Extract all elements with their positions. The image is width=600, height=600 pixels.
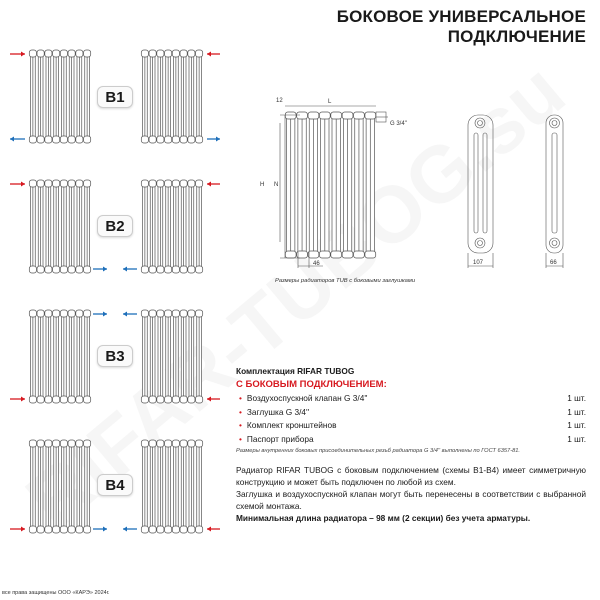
kit-item-name: Паспорт прибора [246, 433, 314, 444]
title-line-2: ПОДКЛЮЧЕНИЕ [447, 27, 586, 46]
kit-item-name: Заглушка G 3/4'' [246, 406, 310, 417]
return-arrow-icon [123, 267, 137, 272]
kit-item-qty: 1 шт. [567, 393, 586, 403]
supply-arrow-icon [10, 397, 25, 402]
dimension-drawing [240, 90, 600, 280]
return-arrow-icon [93, 267, 107, 272]
scheme-label-b1: B1 [97, 86, 133, 108]
dim-l: L [328, 99, 332, 105]
return-arrow-icon [207, 137, 220, 142]
kit-item: • Комплект кронштейнов 1 шт. [236, 419, 586, 433]
radiator-icon [141, 310, 202, 403]
radiator-icon [141, 180, 202, 273]
thread-note: Размеры внутренних боковых присоединительных резьб радиатора G 3/4'' выполнены по ГОСТ 6357-81. [236, 448, 521, 454]
radiator-front-view [285, 112, 375, 258]
description [236, 464, 586, 524]
kit-item: • Заглушка G 3/4'' 1 шт. [236, 406, 586, 420]
thread-label: G 3/4'' [390, 121, 407, 127]
scheme-label-b4: B4 [97, 474, 133, 496]
radiator-icon [29, 440, 90, 533]
scheme-label-b2: B2 [97, 215, 133, 237]
page-title [337, 7, 586, 47]
dim-h: H [260, 182, 265, 188]
kit-subtitle: С БОКОВЫМ ПОДКЛЮЧЕНИЕМ: [236, 379, 387, 390]
kit-section [236, 365, 586, 446]
return-arrow-icon [123, 527, 137, 532]
supply-arrow-icon [207, 397, 220, 402]
supply-arrow-icon [10, 182, 25, 187]
return-arrow-icon [93, 527, 107, 532]
kit-item-qty: 1 шт. [567, 433, 586, 444]
description-p1: Радиатор RIFAR TUBOG с боковым подключением (схемы B1-B4) имеет симметричную конструкцию и может быть подключен по любой из схем. [236, 465, 586, 487]
radiator-icon [29, 310, 90, 403]
supply-arrow-icon [10, 527, 25, 532]
radiator-icon [29, 180, 90, 273]
supply-arrow-icon [10, 52, 25, 57]
dim-n: N [274, 182, 279, 188]
kit-item: • Паспорт прибора 1 шт. [236, 433, 586, 447]
description-p3: Минимальная длина радиатора – 98 мм (2 секции) без учета арматуры. [236, 513, 531, 523]
title-line-1: БОКОВОЕ УНИВЕРСАЛЬНОЕ [336, 7, 586, 26]
radiator-icon [29, 50, 90, 143]
dim-46: 46 [313, 261, 320, 267]
kit-item-qty: 1 шт. [567, 420, 586, 431]
radiator-icon [141, 50, 202, 143]
description-p2: Заглушка и воздухоспускной клапан могут быть перенесены в соответствии с выбранной схемой монтажа. [236, 489, 586, 511]
return-arrow-icon [93, 312, 107, 317]
radiator-icon [285, 112, 375, 258]
dim-12: 12 [276, 98, 283, 104]
dim-66: 66 [550, 260, 557, 266]
kit-item-name: Комплект кронштейнов [246, 420, 337, 431]
scheme-label-b3: B3 [97, 345, 133, 367]
dim-107: 107 [473, 260, 484, 266]
radiator-icon [141, 440, 202, 533]
kit-item-name: Воздухоспускной клапан G 3/4'' [246, 393, 368, 403]
kit-item: • Воздухоспускной клапан G 3/4'' 1 шт. [236, 392, 586, 406]
supply-arrow-icon [207, 182, 220, 187]
kit-title: Комплектация RIFAR TUBOG [236, 366, 355, 376]
drawing-caption: Размеры радиаторов TUB с боковыми заглушками [275, 278, 416, 284]
copyright: все права защищены ООО «КАРЭ» 2024г. [2, 590, 110, 596]
kit-item-qty: 1 шт. [567, 406, 586, 417]
supply-arrow-icon [207, 527, 220, 532]
return-arrow-icon [10, 137, 25, 142]
return-arrow-icon [123, 312, 137, 317]
supply-arrow-icon [207, 52, 220, 57]
